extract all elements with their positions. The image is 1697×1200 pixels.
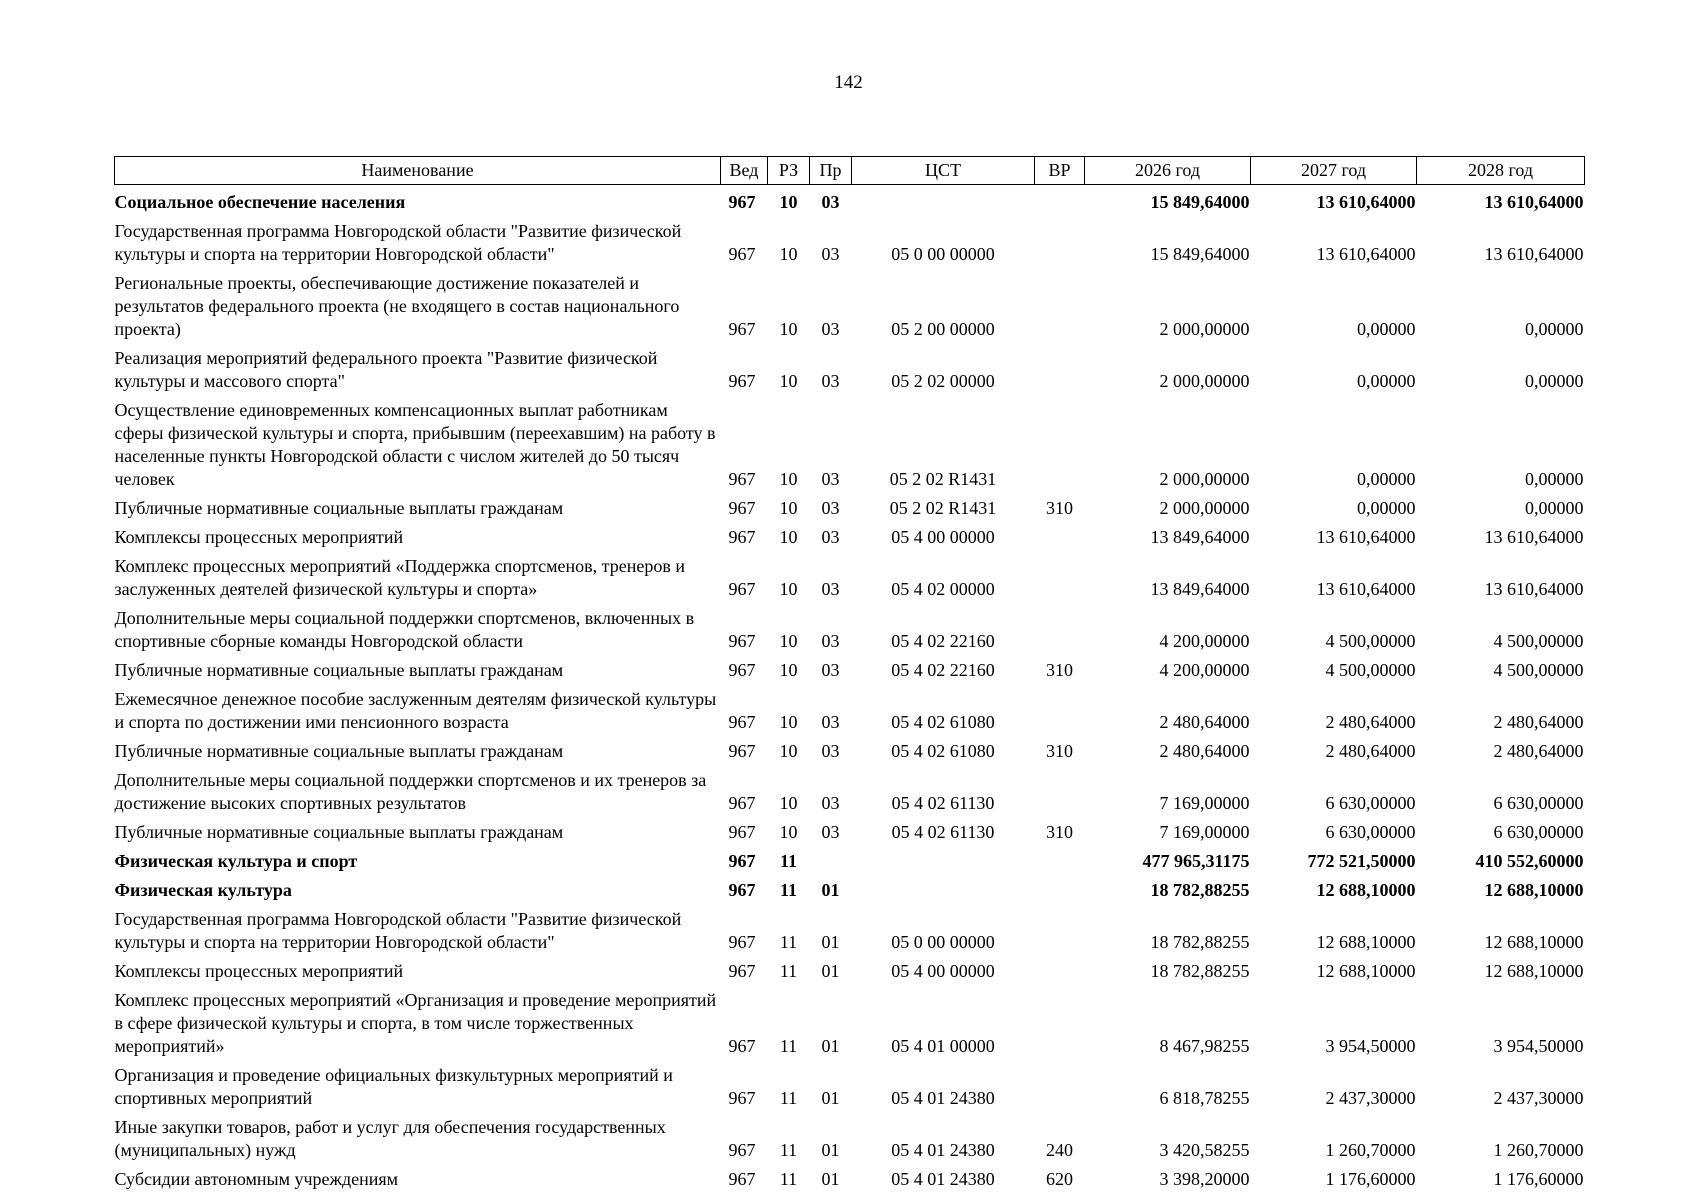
cell-vr <box>1035 526 1085 555</box>
table-row <box>115 607 1585 659</box>
cell-2027: 2 480,64000 <box>1325 741 1416 761</box>
cell-pr: 03 <box>821 527 840 547</box>
header-ved: Вед <box>721 157 768 185</box>
cell-cst: 05 4 02 22160 <box>891 660 995 680</box>
cell-2026: 7 169,00000 <box>1159 793 1250 813</box>
cell-pr: 03 <box>821 371 840 391</box>
cell-ved: 967 <box>728 1140 756 1160</box>
cell-2028: 0,00000 <box>1525 469 1584 489</box>
cell-pr: 03 <box>821 498 840 518</box>
cell-pr <box>810 850 852 879</box>
table-row <box>115 220 1585 272</box>
cell-2027: 2 437,30000 <box>1325 1088 1416 1108</box>
cell-name: Иные закупки товаров, работ и услуг для обеспечения государственных (муниципальных) нужд <box>114 1117 666 1160</box>
table-row <box>115 347 1585 399</box>
cell-vr <box>1035 185 1085 221</box>
cell-pr: 03 <box>821 469 840 489</box>
cell-cst: 05 4 01 24380 <box>891 1140 995 1160</box>
cell-rz: 10 <box>779 469 798 489</box>
header-name: Наименование <box>115 157 721 185</box>
cell-vr: 240 <box>1046 1140 1073 1160</box>
cell-rz: 11 <box>779 932 798 952</box>
cell-ved: 967 <box>728 527 756 547</box>
cell-2028: 12 688,10000 <box>1484 932 1584 952</box>
cell-cst: 05 4 02 61080 <box>891 741 995 761</box>
table-row <box>115 821 1585 850</box>
cell-cst: 05 4 02 22160 <box>891 631 995 651</box>
cell-vr: 310 <box>1046 741 1073 761</box>
header-vr: ВР <box>1035 157 1085 185</box>
cell-pr: 03 <box>821 631 840 651</box>
cell-name: Организация и проведение официальных физкультурных мероприятий и спортивных мероприятий <box>114 1065 673 1108</box>
table-row <box>115 1168 1585 1197</box>
cell-2027: 1 176,60000 <box>1325 1169 1416 1189</box>
cell-rz: 11 <box>779 1036 798 1056</box>
cell-ved: 967 <box>728 579 756 599</box>
cell-vr: 310 <box>1046 822 1073 842</box>
cell-pr: 03 <box>821 793 840 813</box>
cell-ved: 967 <box>728 932 756 952</box>
cell-pr: 03 <box>821 244 840 264</box>
cell-rz: 10 <box>779 371 798 391</box>
cell-name: Ежемесячное денежное пособие заслуженным деятелям физической культуры и спорта по достижении ими пенсионного возраста <box>114 689 717 732</box>
cell-cst <box>852 850 1035 879</box>
cell-ved: 967 <box>728 1088 756 1108</box>
cell-2027: 0,00000 <box>1357 371 1416 391</box>
cell-name: Государственная программа Новгородской области "Развитие физической культуры и спорта на территории Новгородской области" <box>114 221 682 264</box>
cell-rz: 11 <box>779 851 797 871</box>
cell-2027: 0,00000 <box>1357 469 1416 489</box>
cell-cst: 05 4 02 61130 <box>891 822 995 842</box>
cell-pr: 01 <box>821 932 840 952</box>
cell-2028: 13 610,64000 <box>1484 579 1584 599</box>
cell-name: Публичные нормативные социальные выплаты гражданам <box>114 660 564 680</box>
cell-2026: 2 480,64000 <box>1159 712 1250 732</box>
table-row <box>115 769 1585 821</box>
cell-ved: 967 <box>728 851 756 871</box>
table-row <box>115 399 1585 497</box>
cell-cst: 05 2 00 00000 <box>891 319 995 339</box>
cell-pr: 03 <box>821 660 840 680</box>
cell-rz: 10 <box>779 579 798 599</box>
cell-rz: 11 <box>779 1169 798 1189</box>
cell-cst: 05 4 02 00000 <box>891 579 995 599</box>
cell-name: Публичные нормативные социальные выплаты гражданам <box>114 498 564 518</box>
cell-2026: 2 000,00000 <box>1159 498 1250 518</box>
cell-vr <box>1035 989 1085 1064</box>
table-header-row <box>115 157 1585 185</box>
cell-rz: 10 <box>779 192 798 212</box>
cell-2028: 6 630,00000 <box>1493 793 1584 813</box>
cell-vr <box>1035 555 1085 607</box>
cell-vr <box>1035 769 1085 821</box>
cell-2026: 18 782,88255 <box>1150 880 1250 900</box>
cell-rz: 11 <box>779 1088 798 1108</box>
cell-pr: 01 <box>821 1036 840 1056</box>
cell-2026: 13 849,64000 <box>1150 527 1250 547</box>
cell-2026: 8 467,98255 <box>1159 1036 1250 1056</box>
table-row <box>115 526 1585 555</box>
cell-ved: 967 <box>728 961 756 981</box>
cell-2028: 4 500,00000 <box>1493 660 1584 680</box>
cell-2028: 2 480,64000 <box>1493 741 1584 761</box>
cell-2027: 2 480,64000 <box>1325 712 1416 732</box>
cell-vr <box>1035 688 1085 740</box>
cell-ved: 967 <box>728 660 756 680</box>
table-row <box>115 989 1585 1064</box>
cell-2028: 0,00000 <box>1525 371 1584 391</box>
cell-pr: 01 <box>821 961 840 981</box>
cell-2028: 12 688,10000 <box>1484 880 1584 900</box>
header-cst: ЦСТ <box>852 157 1035 185</box>
cell-vr <box>1035 879 1085 908</box>
table-row <box>115 497 1585 526</box>
cell-rz: 10 <box>779 319 798 339</box>
table-row <box>115 960 1585 989</box>
cell-name: Субсидии автономным учреждениям <box>114 1169 399 1189</box>
cell-name: Комплексы процессных мероприятий <box>114 527 404 547</box>
cell-cst: 05 4 01 24380 <box>891 1169 995 1189</box>
cell-2026: 13 849,64000 <box>1150 579 1250 599</box>
cell-ved: 967 <box>728 1036 756 1056</box>
cell-vr: 620 <box>1046 1169 1073 1189</box>
budget-table <box>114 156 1585 1197</box>
cell-pr: 03 <box>821 741 840 761</box>
cell-2028: 1 176,60000 <box>1493 1169 1584 1189</box>
cell-name: Физическая культура и спорт <box>114 851 358 871</box>
cell-rz: 10 <box>779 244 798 264</box>
cell-cst <box>852 879 1035 908</box>
cell-pr: 03 <box>821 579 840 599</box>
cell-name: Комплекс процессных мероприятий «Поддержка спортсменов, тренеров и заслуженных деятелей физической культуры и спорта» <box>114 556 685 599</box>
cell-pr: 01 <box>821 880 840 900</box>
cell-cst: 05 2 02 00000 <box>891 371 995 391</box>
cell-vr: 310 <box>1046 660 1073 680</box>
cell-2026: 2 000,00000 <box>1159 469 1250 489</box>
cell-2028: 2 480,64000 <box>1493 712 1584 732</box>
cell-pr: 03 <box>821 192 840 212</box>
cell-cst: 05 4 01 24380 <box>891 1088 995 1108</box>
cell-ved: 967 <box>728 244 756 264</box>
cell-pr: 03 <box>821 822 840 842</box>
cell-ved: 967 <box>728 1169 756 1189</box>
cell-2028: 1 260,70000 <box>1493 1140 1584 1160</box>
cell-vr <box>1035 607 1085 659</box>
cell-2027: 0,00000 <box>1357 498 1416 518</box>
header-2028: 2028 год <box>1417 157 1585 185</box>
cell-cst: 05 4 00 00000 <box>891 961 995 981</box>
cell-2026: 477 965,31175 <box>1142 851 1250 871</box>
cell-vr <box>1035 960 1085 989</box>
cell-name: Публичные нормативные социальные выплаты гражданам <box>114 822 564 842</box>
cell-ved: 967 <box>728 631 756 651</box>
cell-2026: 2 480,64000 <box>1159 741 1250 761</box>
table-row <box>115 1064 1585 1116</box>
cell-ved: 967 <box>728 712 756 732</box>
cell-2027: 4 500,00000 <box>1325 631 1416 651</box>
cell-name: Публичные нормативные социальные выплаты гражданам <box>114 741 564 761</box>
table-row <box>115 740 1585 769</box>
header-rz: РЗ <box>768 157 810 185</box>
cell-vr: 310 <box>1046 498 1073 518</box>
cell-name: Социальное обеспечение населения <box>114 192 406 212</box>
cell-2026: 15 849,64000 <box>1150 192 1250 212</box>
cell-name: Региональные проекты, обеспечивающие достижение показателей и результатов федерального проекта (не входящего в состав национального проекта) <box>114 273 680 339</box>
table-row <box>115 272 1585 347</box>
cell-2026: 3 420,58255 <box>1159 1140 1250 1160</box>
cell-2026: 3 398,20000 <box>1159 1169 1250 1189</box>
cell-ved: 967 <box>728 469 756 489</box>
cell-2026: 4 200,00000 <box>1159 631 1250 651</box>
cell-vr <box>1035 1064 1085 1116</box>
cell-rz: 11 <box>779 880 797 900</box>
cell-rz: 10 <box>779 793 798 813</box>
cell-2027: 6 630,00000 <box>1325 793 1416 813</box>
cell-pr: 01 <box>821 1088 840 1108</box>
cell-2026: 6 818,78255 <box>1159 1088 1250 1108</box>
cell-rz: 10 <box>779 527 798 547</box>
cell-vr <box>1035 850 1085 879</box>
cell-ved: 967 <box>728 498 756 518</box>
cell-vr <box>1035 347 1085 399</box>
cell-2028: 2 437,30000 <box>1493 1088 1584 1108</box>
cell-name: Дополнительные меры социальной поддержки спортсменов и их тренеров за достижение высоких спортивных результатов <box>114 770 707 813</box>
table-row <box>115 185 1585 221</box>
header-2026: 2026 год <box>1085 157 1251 185</box>
cell-2027: 12 688,10000 <box>1316 961 1416 981</box>
cell-2028: 0,00000 <box>1525 498 1584 518</box>
cell-2027: 0,00000 <box>1357 319 1416 339</box>
cell-2027: 772 521,50000 <box>1307 851 1416 871</box>
cell-2028: 12 688,10000 <box>1484 961 1584 981</box>
cell-pr: 01 <box>821 1140 840 1160</box>
table-row <box>115 850 1585 879</box>
cell-rz: 10 <box>779 741 798 761</box>
cell-rz: 10 <box>779 712 798 732</box>
cell-vr <box>1035 272 1085 347</box>
cell-vr <box>1035 399 1085 497</box>
cell-name: Комплекс процессных мероприятий «Организация и проведение мероприятий в сфере физической культуры и спорта, в том числе торжественных мероприятий» <box>114 990 717 1056</box>
cell-2027: 3 954,50000 <box>1325 1036 1416 1056</box>
cell-cst: 05 4 00 00000 <box>891 527 995 547</box>
cell-pr: 01 <box>821 1169 840 1189</box>
cell-rz: 10 <box>779 660 798 680</box>
cell-ved: 967 <box>728 741 756 761</box>
cell-2027: 13 610,64000 <box>1316 192 1416 212</box>
cell-rz: 10 <box>779 498 798 518</box>
table-row <box>115 555 1585 607</box>
cell-pr: 03 <box>821 319 840 339</box>
cell-ved: 967 <box>728 880 756 900</box>
cell-2027: 13 610,64000 <box>1316 244 1416 264</box>
cell-2028: 4 500,00000 <box>1493 631 1584 651</box>
cell-name: Физическая культура <box>114 880 292 900</box>
cell-2028: 6 630,00000 <box>1493 822 1584 842</box>
cell-2026: 2 000,00000 <box>1159 371 1250 391</box>
cell-2026: 15 849,64000 <box>1150 244 1250 264</box>
page-number: 142 <box>834 72 863 93</box>
cell-cst: 05 0 00 00000 <box>891 244 995 264</box>
table-row <box>115 908 1585 960</box>
cell-name: Государственная программа Новгородской области "Развитие физической культуры и спорта на территории Новгородской области" <box>114 909 682 952</box>
table-row <box>115 1116 1585 1168</box>
cell-rz: 10 <box>779 822 798 842</box>
cell-2026: 18 782,88255 <box>1150 932 1250 952</box>
cell-2028: 13 610,64000 <box>1484 244 1584 264</box>
cell-cst: 05 4 01 00000 <box>891 1036 995 1056</box>
table-row <box>115 688 1585 740</box>
cell-ved: 967 <box>728 192 756 212</box>
cell-2027: 6 630,00000 <box>1325 822 1416 842</box>
cell-cst: 05 4 02 61130 <box>891 793 995 813</box>
cell-2027: 13 610,64000 <box>1316 579 1416 599</box>
cell-2028: 410 552,60000 <box>1475 851 1584 871</box>
cell-2028: 13 610,64000 <box>1484 192 1584 212</box>
cell-ved: 967 <box>728 371 756 391</box>
cell-rz: 11 <box>779 1140 798 1160</box>
cell-2026: 18 782,88255 <box>1150 961 1250 981</box>
cell-name: Дополнительные меры социальной поддержки спортсменов, включенных в спортивные сборные команды Новгородской области <box>114 608 695 651</box>
cell-2026: 2 000,00000 <box>1159 319 1250 339</box>
cell-2026: 7 169,00000 <box>1159 822 1250 842</box>
cell-2028: 13 610,64000 <box>1484 527 1584 547</box>
header-2027: 2027 год <box>1251 157 1417 185</box>
cell-pr: 03 <box>821 712 840 732</box>
cell-cst: 05 2 02 R1431 <box>889 498 997 518</box>
header-pr: Пр <box>810 157 852 185</box>
cell-cst <box>852 185 1035 221</box>
cell-name: Осуществление единовременных компенсационных выплат работникам сферы физической культуры и спорта, прибывшим (переехавшим) на работу в населенные пункты Новгородской области с числом жителей до 50 тысяч человек <box>114 400 716 489</box>
table-row <box>115 659 1585 688</box>
cell-cst: 05 0 00 00000 <box>891 932 995 952</box>
cell-2028: 0,00000 <box>1525 319 1584 339</box>
cell-ved: 967 <box>728 319 756 339</box>
cell-cst: 05 2 02 R1431 <box>889 469 997 489</box>
cell-ved: 967 <box>728 822 756 842</box>
table-row <box>115 879 1585 908</box>
cell-2027: 12 688,10000 <box>1316 932 1416 952</box>
cell-2028: 3 954,50000 <box>1493 1036 1584 1056</box>
cell-ved: 967 <box>728 793 756 813</box>
cell-rz: 11 <box>779 961 798 981</box>
cell-name: Комплексы процессных мероприятий <box>114 961 404 981</box>
cell-vr <box>1035 220 1085 272</box>
cell-2027: 1 260,70000 <box>1325 1140 1416 1160</box>
cell-2027: 12 688,10000 <box>1316 880 1416 900</box>
cell-cst: 05 4 02 61080 <box>891 712 995 732</box>
cell-rz: 10 <box>779 631 798 651</box>
table-body <box>115 185 1585 1198</box>
cell-2026: 4 200,00000 <box>1159 660 1250 680</box>
cell-name: Реализация мероприятий федерального проекта "Развитие физической культуры и массового спорта" <box>114 348 658 391</box>
cell-vr <box>1035 908 1085 960</box>
cell-2027: 13 610,64000 <box>1316 527 1416 547</box>
cell-2027: 4 500,00000 <box>1325 660 1416 680</box>
